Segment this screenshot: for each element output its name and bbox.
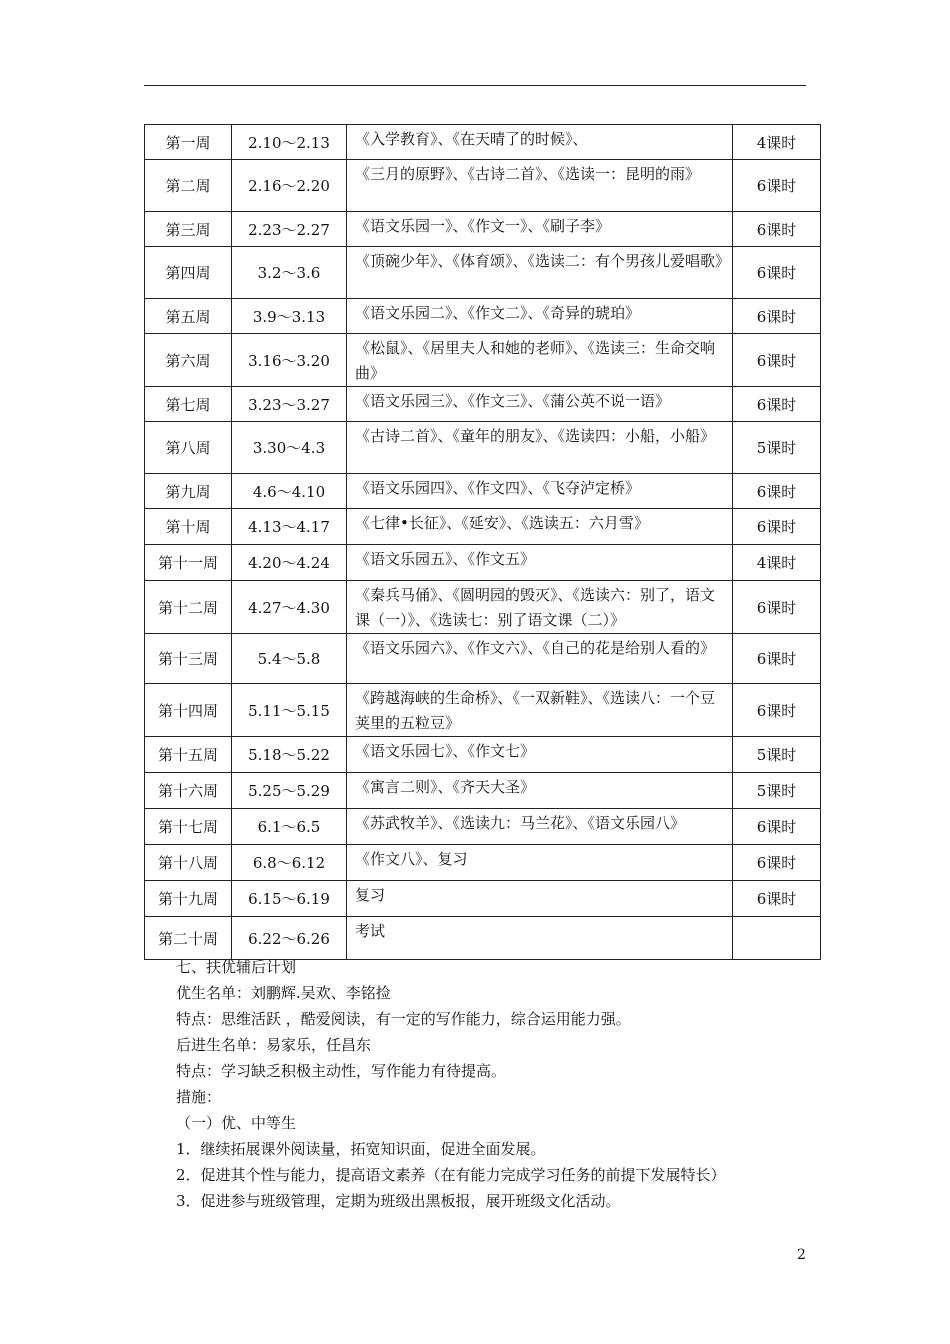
lesson-content-cell: 《语文乐园一》、《作文一》、《刷子李》 [347, 212, 733, 247]
week-cell: 第五周 [145, 299, 232, 334]
table-row [145, 422, 821, 474]
week-cell: 第十六周 [145, 773, 232, 809]
date-range-cell: 4.27～4.30 [232, 581, 347, 634]
date-range-cell: 6.1～6.5 [232, 809, 347, 845]
week-cell: 第十四周 [145, 684, 232, 737]
table-row [145, 545, 821, 581]
top-students-traits: 特点：思维活跃 ，酷爱阅读，有一定的写作能力，综合运用能力强。 [176, 1010, 631, 1028]
measure-item-3: 3．促进参与班级管理，定期为班级出黑板报，展开班级文化活动。 [176, 1192, 621, 1210]
class-hours-cell: 5课时 [733, 773, 821, 809]
date-range-cell: 5.11～5.15 [232, 684, 347, 737]
table-row [145, 212, 821, 247]
class-hours-cell: 6课时 [733, 684, 821, 737]
week-cell: 第十五周 [145, 737, 232, 773]
lesson-content-cell: 《七律•长征》、《延安》、《选读五：六月雪》 [347, 509, 733, 545]
week-cell: 第八周 [145, 422, 232, 474]
date-range-cell: 5.18～5.22 [232, 737, 347, 773]
lesson-content-cell: 《古诗二首》、《童年的朋友》、《选读四：小船，小船》 [347, 422, 733, 474]
page-number: 2 [797, 1247, 806, 1263]
class-hours-cell: 6课时 [733, 845, 821, 881]
weak-students-traits: 特点：学习缺乏积极主动性，写作能力有待提高。 [176, 1062, 507, 1080]
table-row [145, 809, 821, 845]
lesson-content-cell: 《松鼠》、《居里夫人和她的老师》、《选读三：生命交响曲》 [347, 334, 733, 387]
measure-item-2: 2．促进其个性与能力，提高语文素养（在有能力完成学习任务的前提下发展特长） [176, 1166, 726, 1184]
date-range-cell: 3.9～3.13 [232, 299, 347, 334]
date-range-cell: 6.15～6.19 [232, 881, 347, 917]
date-range-cell: 2.16～2.20 [232, 160, 347, 212]
class-hours-cell: 6课时 [733, 581, 821, 634]
date-range-cell: 6.22～6.26 [232, 917, 347, 960]
header-rule [144, 85, 806, 86]
class-hours-cell: 6课时 [733, 160, 821, 212]
date-range-cell: 2.10～2.13 [232, 125, 347, 160]
week-cell: 第十二周 [145, 581, 232, 634]
table-row [145, 509, 821, 545]
week-cell: 第六周 [145, 334, 232, 387]
week-cell: 第十七周 [145, 809, 232, 845]
weak-students-line: 后进生名单：易家乐，任昌东 [176, 1036, 372, 1054]
date-range-cell: 3.30～4.3 [232, 422, 347, 474]
lesson-content-cell: 《语文乐园六》、《作文六》、《自己的花是给别人看的》 [347, 634, 733, 684]
date-range-cell: 4.13～4.17 [232, 509, 347, 545]
weekly-schedule-table [144, 124, 821, 960]
class-hours-cell: 6课时 [733, 299, 821, 334]
lesson-content-cell: 考试 [347, 917, 733, 960]
date-range-cell: 3.16～3.20 [232, 334, 347, 387]
week-cell: 第十八周 [145, 845, 232, 881]
week-cell: 第一周 [145, 125, 232, 160]
measure-item-1: 1．继续拓展课外阅读量，拓宽知识面，促进全面发展。 [176, 1140, 546, 1158]
class-hours-cell: 6课时 [733, 387, 821, 422]
lesson-content-cell: 《秦兵马俑》、《圆明园的毁灭》、《选读六：别了，语文课（一）》、《选读七：别了语文课（二）》 [347, 581, 733, 634]
lesson-content-cell: 《语文乐园四》、《作文四》、《飞夺泸定桥》 [347, 474, 733, 509]
class-hours-cell: 4课时 [733, 125, 821, 160]
class-hours-cell: 5课时 [733, 422, 821, 474]
lesson-content-cell: 《作文八》、复习 [347, 845, 733, 881]
date-range-cell: 2.23～2.27 [232, 212, 347, 247]
week-cell: 第九周 [145, 474, 232, 509]
table-row [145, 125, 821, 160]
table-row [145, 334, 821, 387]
class-hours-cell: 6课时 [733, 634, 821, 684]
week-cell: 第十一周 [145, 545, 232, 581]
class-hours-cell: 6课时 [733, 881, 821, 917]
top-students-line: 优生名单：刘鹏辉.吴欢、李铭捡 [176, 984, 391, 1002]
week-cell: 第二十周 [145, 917, 232, 960]
measures-label: 措施： [176, 1088, 222, 1106]
table-row [145, 881, 821, 917]
lesson-content-cell: 《寓言二则》、《齐天大圣》 [347, 773, 733, 809]
class-hours-cell: 6课时 [733, 247, 821, 299]
date-range-cell: 4.6～4.10 [232, 474, 347, 509]
table-row [145, 773, 821, 809]
lesson-content-cell: 《苏武牧羊》、《选读九：马兰花》、《语文乐园八》 [347, 809, 733, 845]
class-hours-cell: 6课时 [733, 212, 821, 247]
table-row [145, 387, 821, 422]
lesson-content-cell: 《顶碗少年》、《体育颂》、《选读二：有个男孩儿爱唱歌》 [347, 247, 733, 299]
schedule-body [145, 125, 821, 960]
week-cell: 第二周 [145, 160, 232, 212]
table-row [145, 299, 821, 334]
date-range-cell: 5.4～5.8 [232, 634, 347, 684]
class-hours-cell: 6课时 [733, 334, 821, 387]
lesson-content-cell: 《语文乐园三》、《作文三》、《蒲公英不说一语》 [347, 387, 733, 422]
date-range-cell: 4.20～4.24 [232, 545, 347, 581]
table-row [145, 634, 821, 684]
lesson-content-cell: 《跨越海峡的生命桥》、《一双新鞋》、《选读八：一个豆荚里的五粒豆》 [347, 684, 733, 737]
table-row [145, 474, 821, 509]
section-title: 七、扶优辅后计划 [176, 958, 297, 976]
lesson-content-cell: 《入学教育》、《在天晴了的时候》、 [347, 125, 733, 160]
table-row [145, 845, 821, 881]
date-range-cell: 6.8～6.12 [232, 845, 347, 881]
measures-subtitle: （一）优、中等生 [176, 1114, 297, 1132]
date-range-cell: 3.23～3.27 [232, 387, 347, 422]
table-row [145, 737, 821, 773]
lesson-content-cell: 《语文乐园七》、《作文七》 [347, 737, 733, 773]
week-cell: 第三周 [145, 212, 232, 247]
table-row [145, 581, 821, 634]
date-range-cell: 3.2～3.6 [232, 247, 347, 299]
lesson-content-cell: 《三月的原野》、《古诗二首》、《选读一：昆明的雨》 [347, 160, 733, 212]
lesson-content-cell: 复习 [347, 881, 733, 917]
week-cell: 第七周 [145, 387, 232, 422]
lesson-content-cell: 《语文乐园二》、《作文二》、《奇异的琥珀》 [347, 299, 733, 334]
table-row [145, 160, 821, 212]
week-cell: 第十九周 [145, 881, 232, 917]
week-cell: 第十三周 [145, 634, 232, 684]
date-range-cell: 5.25～5.29 [232, 773, 347, 809]
lesson-content-cell: 《语文乐园五》、《作文五》 [347, 545, 733, 581]
tutoring-plan-section [176, 954, 816, 1214]
week-cell: 第十周 [145, 509, 232, 545]
class-hours-cell: 6课时 [733, 509, 821, 545]
class-hours-cell: 4课时 [733, 545, 821, 581]
week-cell: 第四周 [145, 247, 232, 299]
table-row [145, 684, 821, 737]
table-row [145, 247, 821, 299]
class-hours-cell: 6课时 [733, 809, 821, 845]
class-hours-cell: 6课时 [733, 474, 821, 509]
class-hours-cell: 5课时 [733, 737, 821, 773]
